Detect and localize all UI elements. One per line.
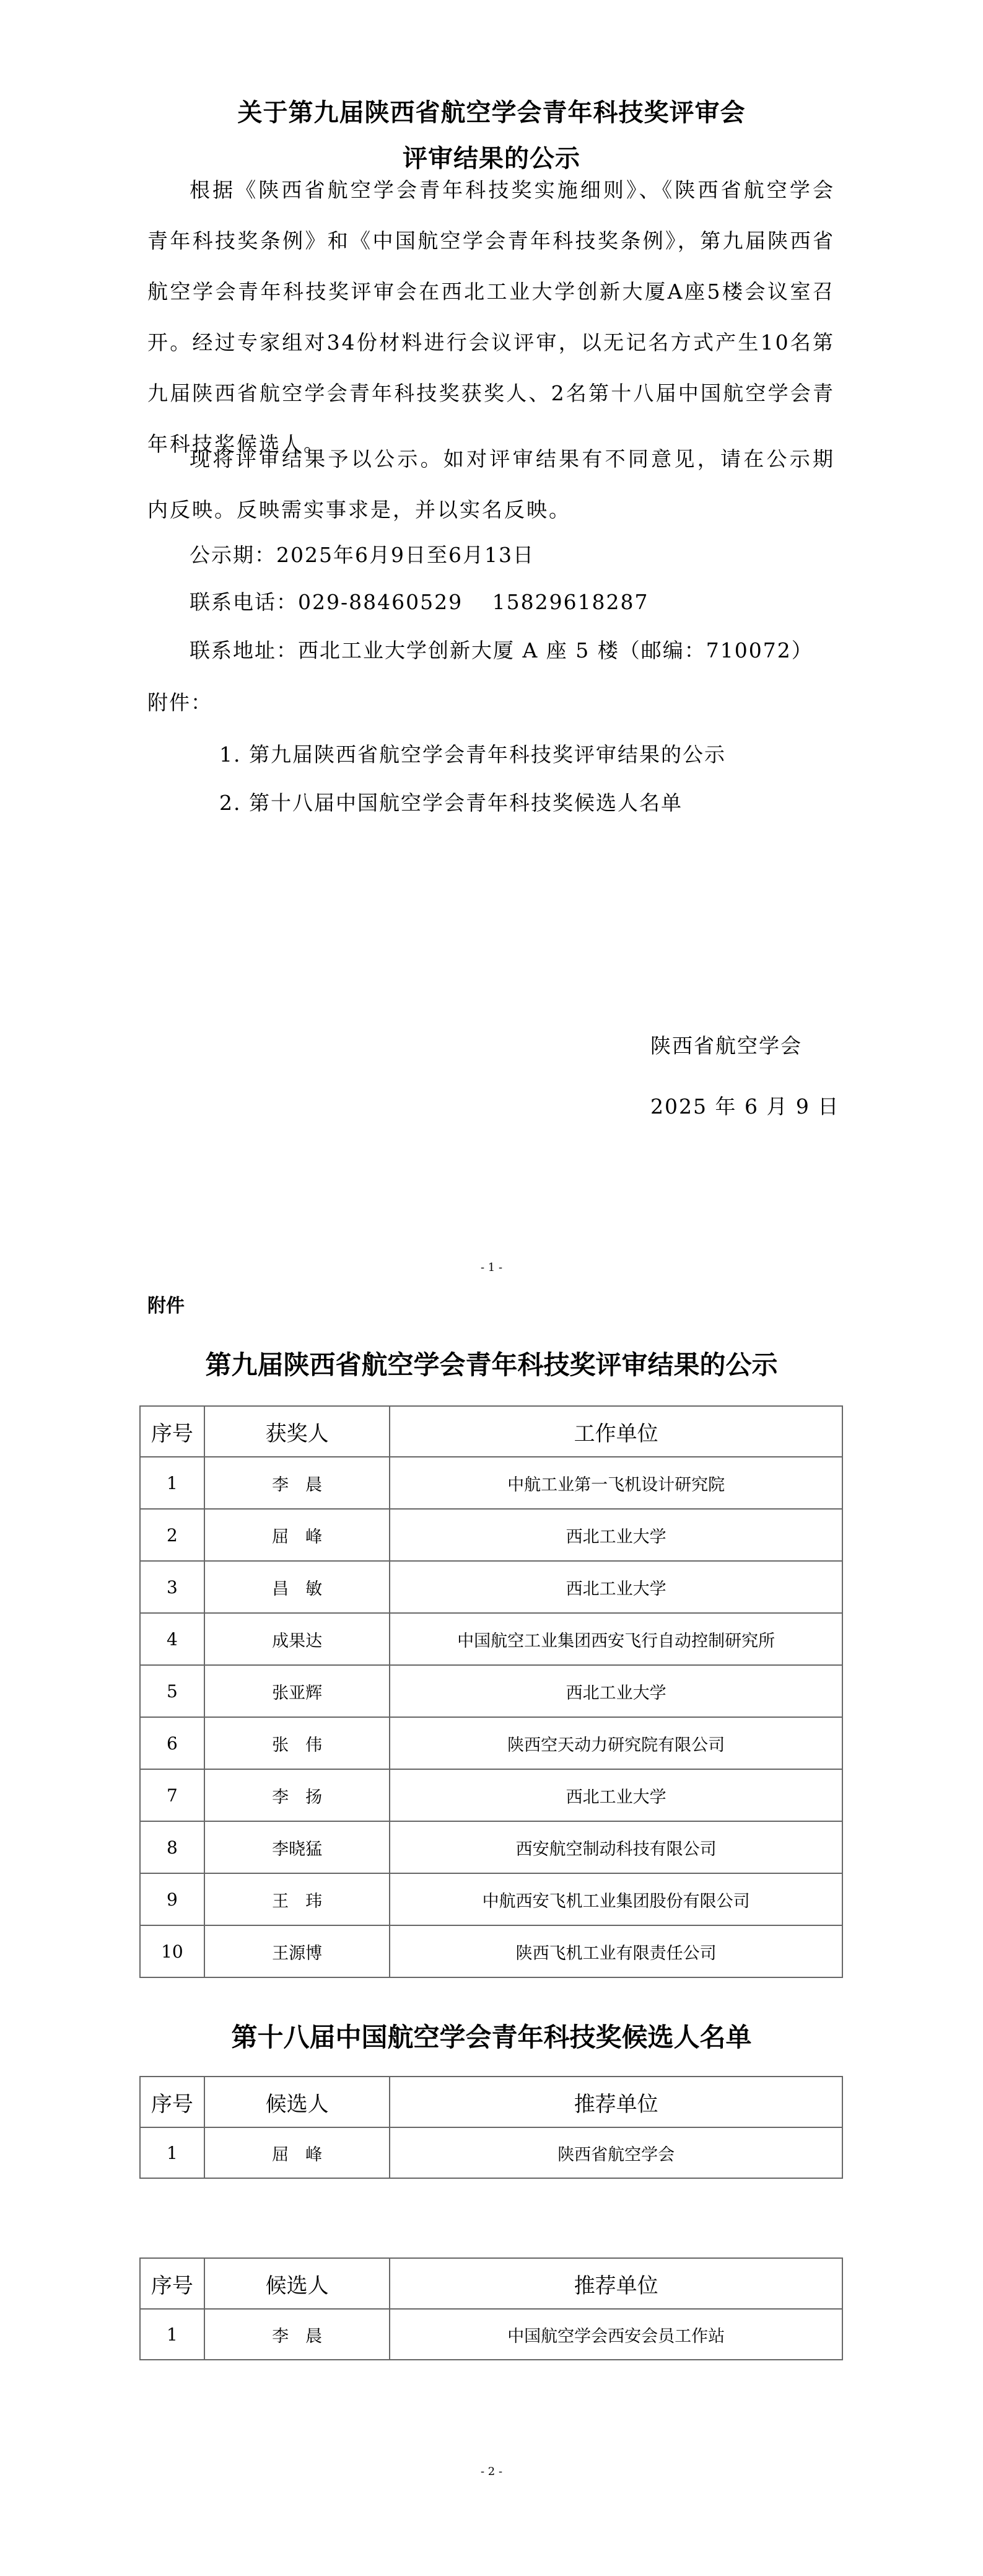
table-row [140,1613,842,1665]
row-name: 李 晨 [204,2309,390,2360]
header-candidate: 候选人 [204,2258,390,2309]
table1-title: 第九届陕西省航空学会青年科技奖评审结果的公示 [205,1350,778,1380]
attachment-tag: 附件 [147,1295,185,1317]
row-employer: 西安航空制动科技有限公司 [390,1821,842,1873]
row-recommender: 中国航空学会西安会员工作站 [390,2309,842,2360]
table-row [140,1457,842,1509]
row-index: 1 [140,2309,204,2360]
signature-organization: 陕西省航空学会 [650,1034,802,1058]
table-row [140,1717,842,1769]
signature-date: 2025 年 6 月 9 日 [650,1094,840,1119]
table-row [140,2127,842,2178]
awardee-table [139,1405,843,1978]
china-candidate-table [139,2076,843,2179]
contact-address: 联系地址：西北工业大学创新大厦 A 座 5 楼（邮编：710072） [190,638,813,662]
table-header-row [140,2077,842,2127]
page-number-2: - 2 - [480,2465,503,2478]
contact-phone: 联系电话：029-88460529 15829618287 [190,590,649,614]
row-name: 李晓猛 [204,1821,390,1873]
row-index: 9 [140,1873,204,1925]
attachment-item-2: 2. 第十八届中国航空学会青年科技奖候选人名单 [219,791,683,815]
row-name: 王源博 [204,1925,390,1977]
xian-candidate-table [139,2257,843,2360]
attachment-item-1: 1. 第九届陕西省航空学会青年科技奖评审结果的公示 [219,742,726,767]
row-index: 7 [140,1769,204,1821]
row-index: 10 [140,1925,204,1977]
row-name: 屈 峰 [204,1509,390,1561]
row-employer: 西北工业大学 [390,1561,842,1613]
body-paragraph-1: 根据《陕西省航空学会青年科技奖实施细则》、《陕西省航空学会青年科技奖条例》和《中国航空学会青年科技奖条例》，第九届陕西省航空学会青年科技奖评审会在西北工业大学创新大厦A座5楼会议室召开。经过专家组对34份材料进行会议评审，以无记名方式产生10名第九届陕西省航空学会青年科技奖获奖人、2名第十八届中国航空学会青年科技奖候选人。 [147,178,835,456]
row-index: 2 [140,1509,204,1561]
row-index: 6 [140,1717,204,1769]
header-index: 序号 [140,1406,204,1457]
row-name: 王 玮 [204,1873,390,1925]
header-index: 序号 [140,2258,204,2309]
row-employer: 西北工业大学 [390,1665,842,1717]
row-employer: 陕西飞机工业有限责任公司 [390,1925,842,1977]
document-title-line1: 关于第九届陕西省航空学会青年科技奖评审会 [237,99,746,127]
row-employer: 西北工业大学 [390,1769,842,1821]
row-name: 昌 敏 [204,1561,390,1613]
table-header-row [140,1406,842,1457]
table-row [140,1821,842,1873]
row-name: 李 晨 [204,1457,390,1509]
page-number-1: - 1 - [480,1261,503,1274]
body-paragraph-2: 现将评审结果予以公示。如对评审结果有不同意见，请在公示期内反映。反映需实事求是，并以实名反映。 [147,447,835,522]
row-employer: 陕西空天动力研究院有限公司 [390,1717,842,1769]
row-employer: 中航西安飞机工业集团股份有限公司 [390,1873,842,1925]
row-index: 1 [140,1457,204,1509]
row-recommender: 陕西省航空学会 [390,2127,842,2178]
header-candidate: 候选人 [204,2077,390,2127]
table-row [140,1769,842,1821]
table2-title: 第十八届中国航空学会青年科技奖候选人名单 [231,2022,752,2052]
row-index: 4 [140,1613,204,1665]
header-index: 序号 [140,2077,204,2127]
row-name: 张亚辉 [204,1665,390,1717]
row-name: 屈 峰 [204,2127,390,2178]
row-name: 张 伟 [204,1717,390,1769]
row-index: 3 [140,1561,204,1613]
table-row [140,1665,842,1717]
document-title-line2: 评审结果的公示 [403,144,580,173]
publicity-period: 公示期：2025年6月9日至6月13日 [190,543,535,567]
row-index: 8 [140,1821,204,1873]
header-recommender: 推荐单位 [390,2258,842,2309]
table-header-row [140,2258,842,2309]
table-row [140,1509,842,1561]
header-employer: 工作单位 [390,1406,842,1457]
header-awardee: 获奖人 [204,1406,390,1457]
row-name: 李 扬 [204,1769,390,1821]
table-row [140,1873,842,1925]
table-row [140,1925,842,1977]
row-employer: 中国航空工业集团西安飞行自动控制研究所 [390,1613,842,1665]
attachments-label: 附件： [147,690,212,714]
row-employer: 中航工业第一飞机设计研究院 [390,1457,842,1509]
row-index: 5 [140,1665,204,1717]
header-recommender: 推荐单位 [390,2077,842,2127]
table-row [140,2309,842,2360]
row-name: 成果达 [204,1613,390,1665]
row-index: 1 [140,2127,204,2178]
table-row [140,1561,842,1613]
row-employer: 西北工业大学 [390,1509,842,1561]
